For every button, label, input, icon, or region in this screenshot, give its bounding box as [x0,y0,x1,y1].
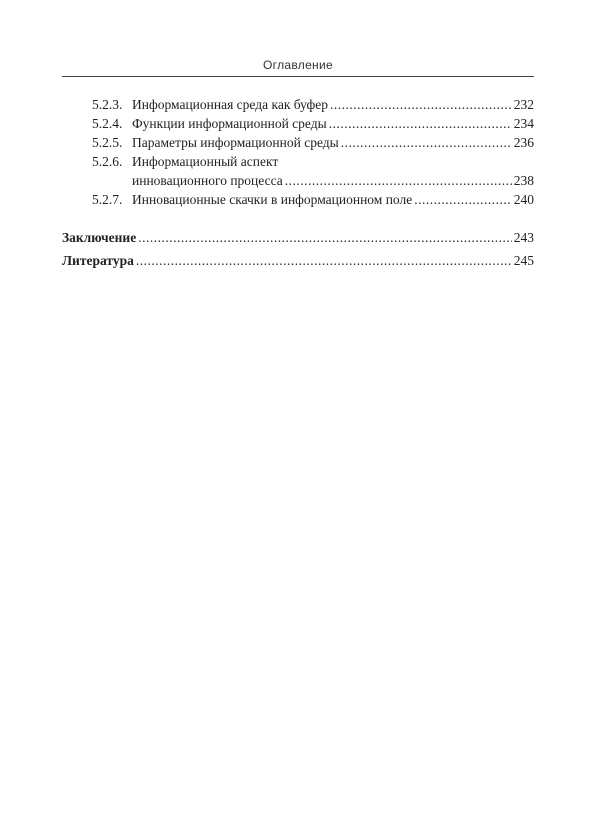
toc-entry-5-2-3[interactable] [62,95,534,114]
toc-entry-number: 5.2.5. [92,135,123,150]
toc-entry-page: 238 [513,173,534,188]
toc-entry-title: Параметры информационной среды [132,135,339,150]
dot-leader [285,171,512,190]
running-header: Оглавление [263,58,333,72]
toc-entry-number: 5.2.4. [92,116,123,131]
toc-entry-page: 240 [513,192,534,207]
dot-leader [138,228,512,247]
toc-section-title: Заключение [62,230,137,245]
toc-entry-page: 232 [513,97,534,112]
toc-entry-page: 234 [513,116,534,131]
dot-leader [341,133,512,152]
toc-entry-title: Функции информационной среды [132,116,327,131]
toc-entry-title: Инновационные скачки в информационном поле [132,192,413,207]
dot-leader [414,190,512,209]
dot-leader [329,114,512,133]
toc-entry-number: 5.2.3. [92,97,123,112]
toc-section-title: Литература [62,253,134,268]
toc-entry-title-line1: Информационный аспект [132,154,279,169]
toc-section-page: 243 [513,230,534,245]
section-spacer [62,209,534,228]
toc-entry-conclusion[interactable] [62,228,534,247]
toc-entry-number: 5.2.7. [92,192,123,207]
toc-entry-5-2-7[interactable] [62,190,534,209]
table-of-contents [62,95,534,270]
toc-entry-literature[interactable] [62,251,534,270]
toc-section-page: 245 [513,253,534,268]
toc-entry-5-2-4[interactable] [62,114,534,133]
toc-entry-page: 236 [513,135,534,150]
dot-leader [330,95,512,114]
toc-entry-title-line2: инновационного процесса [132,173,283,188]
dot-leader [136,251,512,270]
toc-entry-title: Информационная среда как буфер [132,97,329,112]
toc-entry-5-2-5[interactable] [62,133,534,152]
toc-entry-5-2-6[interactable] [62,152,534,190]
toc-entry-number: 5.2.6. [92,154,123,169]
header-rule [62,76,534,77]
